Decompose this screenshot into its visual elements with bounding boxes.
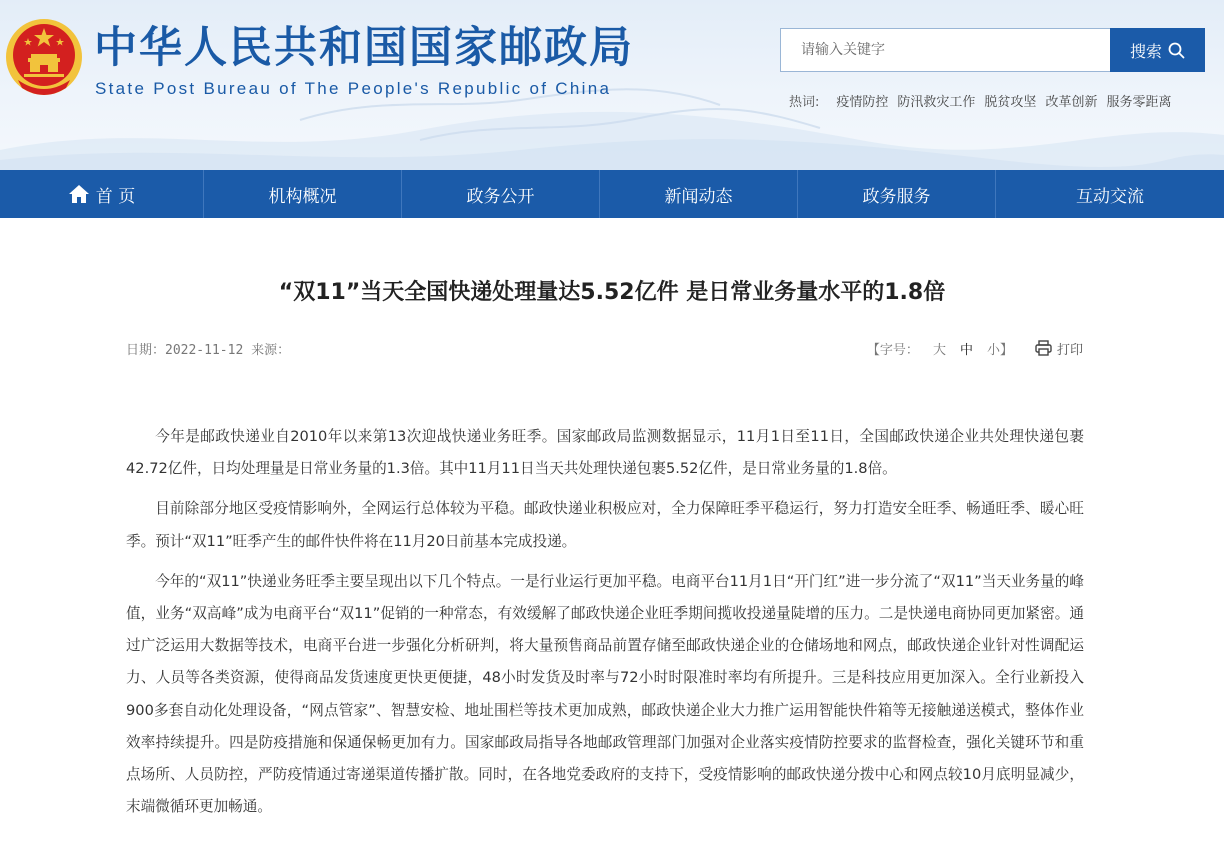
nav-item-label: 首 页 (95, 186, 136, 207)
font-size-large-button[interactable]: 大 (932, 342, 946, 358)
search-icon (1168, 42, 1185, 59)
search-button[interactable] (1110, 28, 1205, 72)
hot-word-link[interactable]: 改革创新 (1045, 95, 1098, 110)
hot-word-link[interactable]: 脱贫攻坚 (984, 95, 1037, 110)
search-box (780, 28, 1205, 72)
national-emblem-icon (4, 14, 84, 100)
site-title-english: State Post Bureau of The People's Republic of China (95, 79, 612, 98)
nav-item-label: 互动交流 (1076, 186, 1144, 207)
printer-icon (1035, 340, 1052, 356)
hot-words-label: 热词: (789, 95, 820, 110)
article-paragraph: 今年是邮政快递业自2010年以来第13次迎战快递业务旺季。国家邮政局监测数据显示，11月1日至11日，全国邮政快递企业共处理快递包裹42.72亿件，日均处理量是日常业务量的1.3倍。其中11月11日当天共处理快递包裹5.52亿件，是日常业务量的1.8倍。 (126, 428, 1084, 478)
print-button[interactable] (1035, 339, 1083, 358)
hot-word-link[interactable]: 疫情防控 (836, 95, 889, 110)
nav-item-label: 新闻动态 (664, 186, 733, 207)
site-header (0, 0, 1224, 170)
search-button-label: 搜索 (1129, 41, 1162, 61)
article-title: “双11”当天全国快递处理量达5.52亿件 是日常业务量水平的1.8倍 (278, 280, 946, 305)
hot-words (789, 91, 1171, 110)
print-label: 打印 (1056, 342, 1083, 358)
article-date-source: 日期：2022-11-12 来源： (126, 342, 291, 358)
nav-item-organization[interactable] (204, 170, 402, 218)
nav-item-services[interactable] (798, 170, 996, 218)
search-input[interactable] (780, 28, 1110, 72)
hot-word-link[interactable]: 服务零距离 (1106, 95, 1172, 110)
hot-word-link[interactable]: 防汛救灾工作 (897, 95, 976, 110)
font-size-label: 【字号： (866, 342, 919, 358)
article-paragraph: 目前除部分地区受疫情影响外，全网运行总体较为平稳。邮政快递业积极应对，全力保障旺季平稳运行，努力打造安全旺季、畅通旺季、暖心旺季。预计“双11”旺季产生的邮件快件将在11月20日前基本完成投递。 (126, 500, 1084, 550)
nav-item-news[interactable] (600, 170, 798, 218)
font-size-medium-button[interactable]: 中 (959, 342, 973, 358)
nav-item-label: 机构概况 (268, 186, 337, 207)
nav-item-home[interactable] (0, 170, 204, 218)
nav-item-interaction[interactable] (996, 170, 1224, 218)
article-paragraph: 今年的“双11”快递业务旺季主要呈现出以下几个特点。一是行业运行更加平稳。电商平台11月1日“开门红”进一步分流了“双11”当天业务量的峰值，业务“双高峰”成为电商平台“双11”促销的一种常态，有效缓解了邮政快递企业旺季期间揽收投递量陡增的压力。二是快递电商协同更加紧密。通过广泛运用大数据等技术，电商平台进一步强化分析研判，将大量预售商品前置存储至邮政快递企业的仓储场地和网点，邮政快递企业针对性调配运力、人员等各类资源，使得商品发货速度更快更便捷，48小时发货及时率与72小时时限准时率均有所提升。三是科技应用更加深入。全行业新投入900多套自动化处理设备，“网点管家”、智慧安检、地址围栏等技术更加成熟，邮政快递企业大力推广运用智能快件箱等无接触递送模式，整体作业效率持续提升。四是防疫措施和保通保畅更加有力。国家邮政局指导各地邮政管理部门加强对企业落实疫情防控要求的监督检查，强化关键环节和重点场所、人员防控，严防疫情通过寄递渠道传播扩散。同时，在各地党委政府的支持下，受疫情影响的邮政快递分拨中心和网点较10月底明显减少，末端微循环更加畅通。 (126, 572, 1084, 816)
article-meta (126, 338, 1083, 358)
nav-item-government-affairs[interactable] (402, 170, 600, 218)
nav-item-label: 政务公开 (466, 186, 535, 207)
main-nav (0, 170, 1224, 218)
site-title-chinese: 中华人民共和国国家邮政局 (94, 23, 634, 73)
article-body (126, 421, 1084, 831)
nav-item-label: 政务服务 (862, 186, 931, 207)
font-size-small-button[interactable]: 小】 (986, 342, 1013, 358)
home-icon (68, 184, 90, 204)
article-tools (867, 339, 1083, 358)
